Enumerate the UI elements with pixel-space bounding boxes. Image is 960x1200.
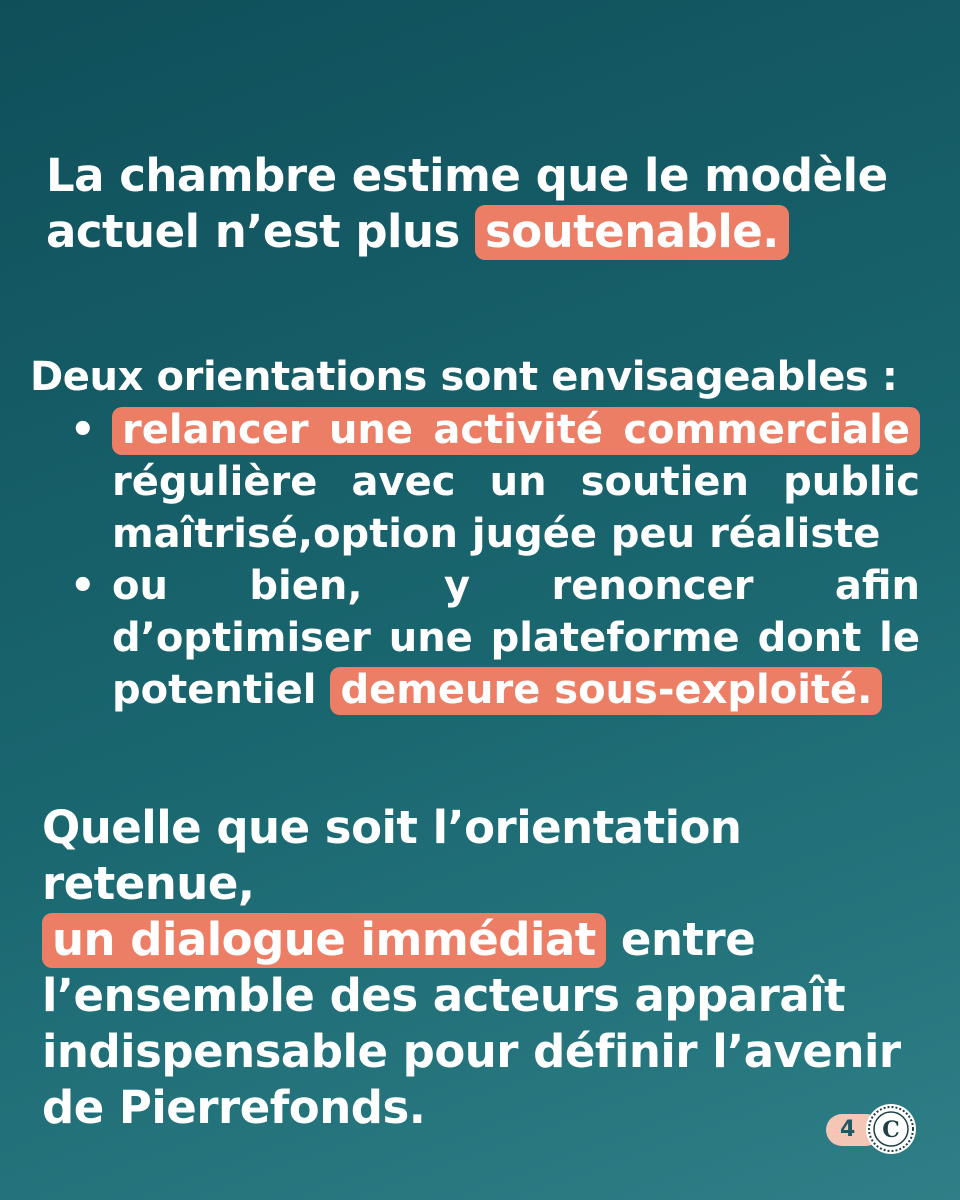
orientations-intro: Deux orientations sont envisageables : — [30, 354, 898, 400]
highlight-soutenable: soutenable. — [475, 205, 789, 260]
highlight-dialogue: un dialogue immédiat — [42, 913, 606, 968]
seal-letter: C — [882, 1117, 900, 1143]
list-item — [66, 560, 920, 716]
bullet1-text: régulière avec un soutien public maîtrisé,option jugée peu réaliste — [112, 459, 920, 557]
statement-line2 — [46, 204, 926, 260]
highlight-sous-exploite: demeure sous-exploité. — [330, 667, 882, 715]
bullet-dot-icon: • — [70, 563, 96, 609]
conclusion-rest: entre l’ensemble des acteurs apparaît indispensable pour définir l’avenir de Pierrefonds. — [42, 913, 901, 1134]
bullet-dot-icon: • — [70, 407, 96, 453]
page-number: 4 — [826, 1114, 882, 1146]
conclusion-line1: Quelle que soit l’orientation retenue, — [42, 801, 742, 910]
statement-line2-text: actuel n’est plus — [46, 205, 475, 258]
statement-sustainability — [46, 148, 926, 260]
orientations-list — [66, 404, 920, 716]
highlight-relancer: relancer une activité commerciale — [112, 407, 920, 455]
statement-line1: La chambre estime que le modèle — [46, 149, 888, 202]
page-badge — [826, 1104, 916, 1156]
bullet2-text: ou bien, y renoncer afin d’optimiser une plateforme dont le potentiel — [112, 563, 920, 713]
court-seal-icon — [866, 1104, 916, 1154]
list-item — [66, 404, 920, 560]
conclusion — [42, 800, 947, 1136]
